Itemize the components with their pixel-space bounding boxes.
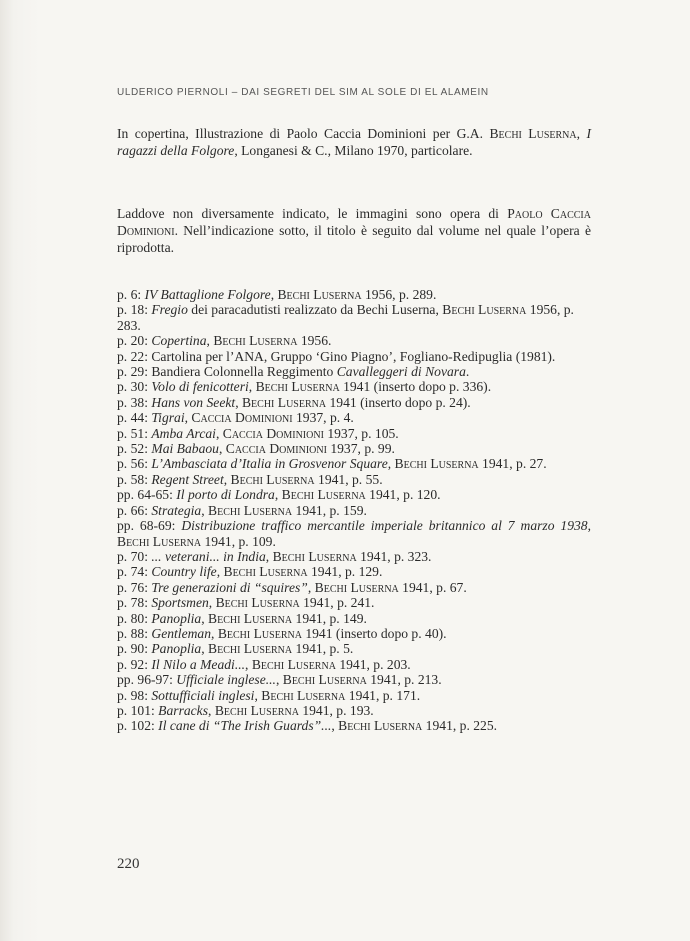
credit-title: Strategia bbox=[151, 502, 202, 518]
credit-separator: , bbox=[223, 471, 231, 487]
credit-page-ref: p. 101: bbox=[117, 702, 159, 718]
credit-page-ref: p. 30: bbox=[117, 379, 152, 395]
credit-page-ref: pp. 68-69: bbox=[117, 518, 182, 534]
credit-title: Cavalleggeri di Novara bbox=[336, 364, 466, 380]
credit-separator: , bbox=[206, 333, 214, 349]
credit-source: Bechi Luserna bbox=[117, 533, 202, 549]
credit-page-ref: p. 38: bbox=[117, 394, 152, 410]
credit-entry bbox=[117, 626, 591, 641]
credit-entry bbox=[117, 703, 591, 718]
credit-source: Caccia Dominioni bbox=[191, 410, 293, 426]
credit-entry bbox=[117, 472, 591, 487]
credit-title: Il cane di “The Irish Guards”... bbox=[158, 718, 332, 734]
credit-separator: dei paracadutisti realizzato da Bechi Luserna, bbox=[187, 302, 443, 318]
credit-entry bbox=[117, 364, 591, 379]
credit-entry bbox=[117, 379, 591, 394]
credit-title: Sportsmen bbox=[151, 595, 209, 611]
credit-title: Country life bbox=[151, 564, 217, 580]
credit-source-ref: 1941 (inserto dopo p. 336). bbox=[339, 379, 492, 395]
credit-source: Bechi Luserna bbox=[214, 702, 299, 718]
credit-source: Bechi Luserna bbox=[394, 456, 479, 472]
cover-credit-title: I ragazzi della Folgore bbox=[117, 126, 591, 158]
credit-page-ref: pp. 96-97: bbox=[117, 672, 177, 688]
credit-separator: , bbox=[184, 410, 192, 426]
credit-source: Bechi Luserna bbox=[255, 379, 340, 395]
credit-title: Tigrai bbox=[151, 410, 185, 426]
credit-title: Panoplia bbox=[151, 641, 202, 657]
credit-entry bbox=[117, 302, 591, 333]
credit-source: Bechi Luserna bbox=[338, 718, 423, 734]
credit-source-ref: 1941, p. 27. bbox=[478, 456, 547, 472]
credit-source-ref: 1941, p. 5. bbox=[292, 641, 354, 657]
credit-source-ref: 1937, p. 99. bbox=[326, 441, 395, 457]
running-head: ULDERICO PIERNOLI – DAI SEGRETI DEL SIM AL SOLE DI EL ALAMEIN bbox=[117, 87, 489, 98]
credit-page-ref: p. 44: bbox=[117, 410, 152, 426]
credit-separator: . bbox=[465, 364, 470, 380]
credit-separator: , bbox=[274, 487, 282, 503]
credit-page-ref: p. 58: bbox=[117, 471, 152, 487]
credit-source-ref: 1941, p. 67. bbox=[398, 579, 467, 595]
credit-source-ref: 1941, p. 225. bbox=[422, 718, 498, 734]
credit-source: Bechi Luserna bbox=[208, 641, 293, 657]
credit-page-ref: p. 18: bbox=[117, 302, 152, 318]
credit-title: Panoplia bbox=[151, 610, 202, 626]
credit-entry bbox=[117, 349, 591, 364]
credit-page-ref: p. 74: bbox=[117, 564, 152, 580]
credit-separator: , bbox=[331, 718, 339, 734]
credit-source: Bechi Luserna bbox=[241, 394, 327, 410]
credit-title: Hans von Seekt bbox=[151, 394, 236, 410]
credit-source: Bechi Luserna bbox=[208, 502, 293, 518]
credit-source-ref: 1941, p. 149. bbox=[292, 610, 367, 626]
cover-credit-text: In copertina, Illustrazione di Paolo Caccia Dominioni per G.A. bbox=[117, 126, 484, 141]
credit-entry bbox=[117, 672, 591, 687]
credit-separator: , bbox=[275, 672, 283, 688]
credit-source: Bechi Luserna bbox=[272, 548, 357, 564]
credit-entry bbox=[117, 564, 591, 579]
credit-source: Caccia Dominioni bbox=[225, 441, 327, 457]
cover-credit-paragraph bbox=[117, 125, 591, 159]
credit-entry bbox=[117, 441, 591, 456]
credit-entry bbox=[117, 287, 591, 302]
credit-entry bbox=[117, 580, 591, 595]
credit-title: Volo di fenicotteri bbox=[151, 379, 249, 395]
credit-entry bbox=[117, 456, 591, 471]
credit-source-ref: 1941, p. 241. bbox=[299, 595, 375, 611]
credit-source: Bechi Luserna bbox=[223, 564, 308, 580]
credit-source-ref: 1956, p. 283. bbox=[117, 302, 574, 333]
attribution-note-paragraph bbox=[117, 205, 591, 256]
cover-credit-publisher: , Longanesi & C., Milano 1970, particolare. bbox=[234, 143, 473, 158]
credit-title: Regent Street bbox=[151, 471, 224, 487]
credit-source-ref: 1956, p. 289. bbox=[361, 287, 437, 302]
cover-credit-author: Bechi Luserna bbox=[489, 126, 577, 141]
credit-entry bbox=[117, 333, 591, 348]
credit-title: Ufficiale inglese... bbox=[176, 672, 276, 688]
credit-separator: , bbox=[201, 502, 209, 518]
credit-entry bbox=[117, 487, 591, 502]
credit-source: Bechi Luserna bbox=[277, 287, 362, 302]
credit-page-ref: p. 56: bbox=[117, 456, 152, 472]
credit-source: Bechi Luserna bbox=[213, 333, 298, 349]
credit-separator: , bbox=[208, 595, 216, 611]
credit-source-ref: 1941, p. 213. bbox=[366, 672, 442, 688]
cover-credit-sep: , bbox=[576, 126, 587, 141]
credit-entry bbox=[117, 503, 591, 518]
credit-page-ref: p. 88: bbox=[117, 625, 152, 641]
credit-separator: , bbox=[211, 625, 218, 641]
page-number: 220 bbox=[117, 856, 140, 872]
credit-title: Amba Arcai bbox=[151, 425, 216, 441]
credit-separator: , bbox=[587, 518, 592, 534]
credit-page-ref: p. 52: bbox=[117, 441, 152, 457]
credit-title: Fregio bbox=[151, 302, 188, 318]
credit-source-ref: 1941, p. 55. bbox=[314, 471, 383, 487]
credit-entry bbox=[117, 641, 591, 656]
credit-source: Bechi Luserna bbox=[261, 687, 346, 703]
credit-separator: , bbox=[235, 394, 242, 410]
credit-separator: , bbox=[248, 379, 256, 395]
credit-page-ref: p. 66: bbox=[117, 502, 152, 518]
attribution-note-artist: Paolo Caccia Dominioni bbox=[117, 206, 591, 238]
credit-page-ref: p. 102: bbox=[117, 718, 159, 734]
credit-title: Il porto di Londra bbox=[176, 487, 275, 503]
credit-title: Sottufficiali inglesi bbox=[151, 687, 255, 703]
credit-source: Bechi Luserna bbox=[314, 579, 399, 595]
credit-entry bbox=[117, 688, 591, 703]
credit-source: Bechi Luserna bbox=[282, 672, 367, 688]
credit-separator: , bbox=[216, 564, 224, 580]
credit-title: Barracks bbox=[158, 702, 209, 718]
credit-page-ref: p. 90: bbox=[117, 641, 152, 657]
credit-source: Caccia Dominioni bbox=[222, 425, 324, 441]
credit-source: Bechi Luserna bbox=[208, 610, 293, 626]
credit-separator: , bbox=[201, 610, 209, 626]
credit-separator: , bbox=[387, 456, 395, 472]
credit-separator: , bbox=[201, 641, 209, 657]
credit-source-ref: 1941 (inserto dopo p. 24). bbox=[326, 394, 471, 410]
credit-title: ... veterani... in India bbox=[151, 548, 266, 564]
credit-entry bbox=[117, 611, 591, 626]
illustration-credits-list bbox=[117, 287, 591, 734]
credit-separator: , bbox=[245, 656, 252, 672]
credit-separator: , bbox=[208, 702, 215, 718]
credit-entry bbox=[117, 595, 591, 610]
credit-separator: , bbox=[270, 287, 278, 302]
credit-separator: , bbox=[307, 579, 315, 595]
credit-entry bbox=[117, 549, 591, 564]
credit-source-ref: 1941, p. 109. bbox=[201, 533, 276, 549]
credit-title: IV Battaglione Folgore bbox=[144, 287, 271, 302]
credit-source: Bechi Luserna bbox=[217, 625, 302, 641]
credit-source-ref: 1941, p. 171. bbox=[345, 687, 421, 703]
credit-page-ref: pp. 64-65: bbox=[117, 487, 177, 503]
credit-page-ref: p. 51: bbox=[117, 425, 152, 441]
credit-source: Bechi Luserna bbox=[281, 487, 366, 503]
credit-page-ref: p. 29: Bandiera Colonnella Reggimento bbox=[117, 364, 337, 380]
credit-source-ref: 1941, p. 203. bbox=[335, 656, 411, 672]
credit-page-ref: p. 92: bbox=[117, 656, 152, 672]
credit-source-ref: 1956. bbox=[297, 333, 332, 349]
credit-page-ref: p. 20: bbox=[117, 333, 152, 349]
credit-entry bbox=[117, 395, 591, 410]
credit-page-ref: p. 22: Cartolina per l’ANA, Gruppo ‘Gino Piagno’, Fogliano-Redipuglia (1981). bbox=[117, 348, 556, 364]
credit-entry bbox=[117, 718, 591, 733]
credit-title: Copertina bbox=[151, 333, 207, 349]
credit-entry bbox=[117, 518, 591, 549]
credit-title: Il Nilo a Meadi... bbox=[151, 656, 246, 672]
credit-entry bbox=[117, 657, 591, 672]
credit-separator: , bbox=[265, 548, 273, 564]
credit-page-ref: p. 6: bbox=[117, 287, 145, 302]
credit-source-ref: 1937, p. 4. bbox=[292, 410, 354, 426]
credit-title: L’Ambasciata d’Italia in Grosvenor Square bbox=[151, 456, 388, 472]
credit-source-ref: 1937, p. 105. bbox=[323, 425, 399, 441]
credit-source-ref: 1941, p. 323. bbox=[356, 548, 432, 564]
credit-page-ref: p. 78: bbox=[117, 595, 152, 611]
attribution-note-text: Laddove non diversamente indicato, le immagini sono opera di bbox=[117, 206, 499, 221]
credit-source: Bechi Luserna bbox=[442, 302, 527, 318]
credit-page-ref: p. 76: bbox=[117, 579, 152, 595]
credit-source-ref: 1941 (inserto dopo p. 40). bbox=[301, 625, 447, 641]
credit-entry bbox=[117, 426, 591, 441]
credit-source-ref: 1941, p. 159. bbox=[292, 502, 367, 518]
credit-separator: , bbox=[218, 441, 226, 457]
credit-source: Bechi Luserna bbox=[251, 656, 336, 672]
credit-page-ref: p. 98: bbox=[117, 687, 152, 703]
attribution-note-rest: . Nell’indicazione sotto, il titolo è seguito dal volume nel quale l’opera è riprodotta. bbox=[117, 223, 591, 255]
credit-page-ref: p. 80: bbox=[117, 610, 152, 626]
credit-source-ref: 1941, p. 129. bbox=[307, 564, 383, 580]
credit-separator: , bbox=[254, 687, 262, 703]
credit-title: Mai Babaou bbox=[151, 441, 219, 457]
credit-title: Tre generazioni di “squires” bbox=[151, 579, 308, 595]
credit-page-ref: p. 70: bbox=[117, 548, 152, 564]
credit-title: Distribuzione traffico mercantile imperiale britannico al 7 marzo 1938 bbox=[181, 518, 588, 534]
credit-source: Bechi Luserna bbox=[215, 595, 300, 611]
credit-source-ref: 1941, p. 193. bbox=[298, 702, 374, 718]
credit-title: Gentleman bbox=[151, 625, 212, 641]
credit-source-ref: 1941, p. 120. bbox=[365, 487, 441, 503]
credit-separator: , bbox=[215, 425, 223, 441]
credit-entry bbox=[117, 410, 591, 425]
credit-source: Bechi Luserna bbox=[230, 471, 315, 487]
